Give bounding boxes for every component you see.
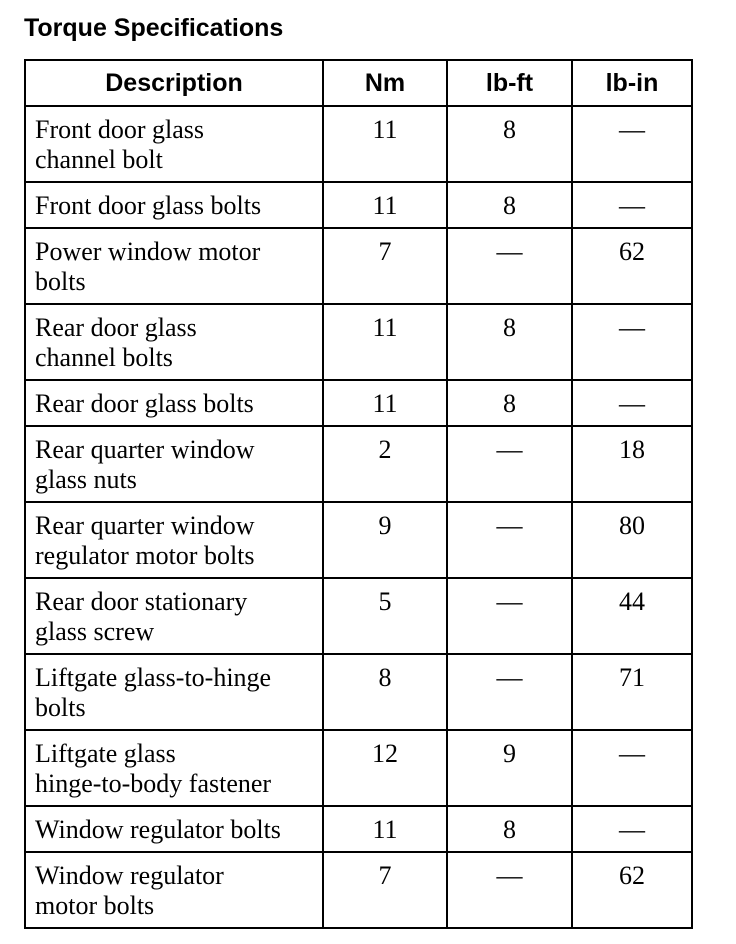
lb-in-cell: 44 [572,578,692,654]
description-line-1: Rear door stationary [35,587,248,616]
description-cell [25,182,323,228]
nm-cell: 8 [323,654,447,730]
lb-in-cell: 62 [572,228,692,304]
lb-ft-cell: 8 [447,106,572,182]
table-row [25,106,692,182]
description-line-2: glass nuts [35,465,137,494]
description-line-1: Front door glass bolts [35,191,262,220]
page-title: Torque Specifications [24,14,284,42]
lb-in-cell: — [572,304,692,380]
torque-spec-table [24,59,693,929]
nm-cell: 5 [323,578,447,654]
table-header-row [25,60,692,106]
lb-in-cell: 62 [572,852,692,928]
description-line-2: bolts [35,267,86,296]
description-cell [25,578,323,654]
description-line-1: Liftgate glass-to-hinge [35,663,272,692]
lb-in-cell: — [572,730,692,806]
table-body [25,106,692,928]
description-line-2: regulator motor bolts [35,541,255,570]
nm-cell: 7 [323,228,447,304]
description-line-1: Rear door glass [35,313,197,342]
lb-in-cell: 18 [572,426,692,502]
table-row [25,578,692,654]
header-nm: Nm [323,60,447,106]
lb-in-cell: 80 [572,502,692,578]
description-line-1: Rear door glass bolts [35,389,254,418]
header-description: Description [25,60,323,106]
lb-ft-cell: — [447,654,572,730]
description-line-1: Power window motor [35,237,261,266]
table-row [25,852,692,928]
lb-ft-cell: — [447,578,572,654]
description-line-2: bolts [35,693,86,722]
description-line-2: motor bolts [35,891,155,920]
table-row [25,304,692,380]
table-row [25,502,692,578]
description-line-1: Front door glass [35,115,204,144]
description-cell [25,228,323,304]
table-row [25,806,692,852]
description-line-1: Liftgate glass [35,739,176,768]
nm-cell: 11 [323,182,447,228]
table-row [25,380,692,426]
description-cell [25,380,323,426]
lb-ft-cell: 8 [447,806,572,852]
lb-ft-cell: — [447,502,572,578]
lb-ft-cell: — [447,228,572,304]
table-row [25,228,692,304]
description-line-1: Rear quarter window [35,511,255,540]
nm-cell: 12 [323,730,447,806]
lb-ft-cell: 8 [447,380,572,426]
description-cell [25,806,323,852]
description-line-1: Window regulator bolts [35,815,281,844]
nm-cell: 11 [323,380,447,426]
description-cell [25,304,323,380]
description-line-2: hinge-to-body fastener [35,769,272,798]
nm-cell: 11 [323,106,447,182]
description-line-2: channel bolt [35,145,163,174]
header-lb-ft: lb-ft [447,60,572,106]
description-cell [25,730,323,806]
description-cell [25,852,323,928]
table-row [25,182,692,228]
table-row [25,654,692,730]
description-line-2: channel bolts [35,343,173,372]
nm-cell: 2 [323,426,447,502]
lb-in-cell: — [572,806,692,852]
lb-in-cell: — [572,106,692,182]
nm-cell: 11 [323,304,447,380]
nm-cell: 9 [323,502,447,578]
description-line-2: glass screw [35,617,155,646]
description-cell [25,106,323,182]
description-cell [25,654,323,730]
lb-in-cell: — [572,380,692,426]
lb-in-cell: — [572,182,692,228]
header-lb-in: lb-in [572,60,692,106]
lb-ft-cell: — [447,426,572,502]
lb-ft-cell: 9 [447,730,572,806]
description-cell [25,502,323,578]
lb-ft-cell: — [447,852,572,928]
description-cell [25,426,323,502]
lb-ft-cell: 8 [447,182,572,228]
nm-cell: 11 [323,806,447,852]
table-row [25,730,692,806]
description-line-1: Rear quarter window [35,435,255,464]
table-row [25,426,692,502]
description-line-1: Window regulator [35,861,224,890]
lb-ft-cell: 8 [447,304,572,380]
lb-in-cell: 71 [572,654,692,730]
nm-cell: 7 [323,852,447,928]
